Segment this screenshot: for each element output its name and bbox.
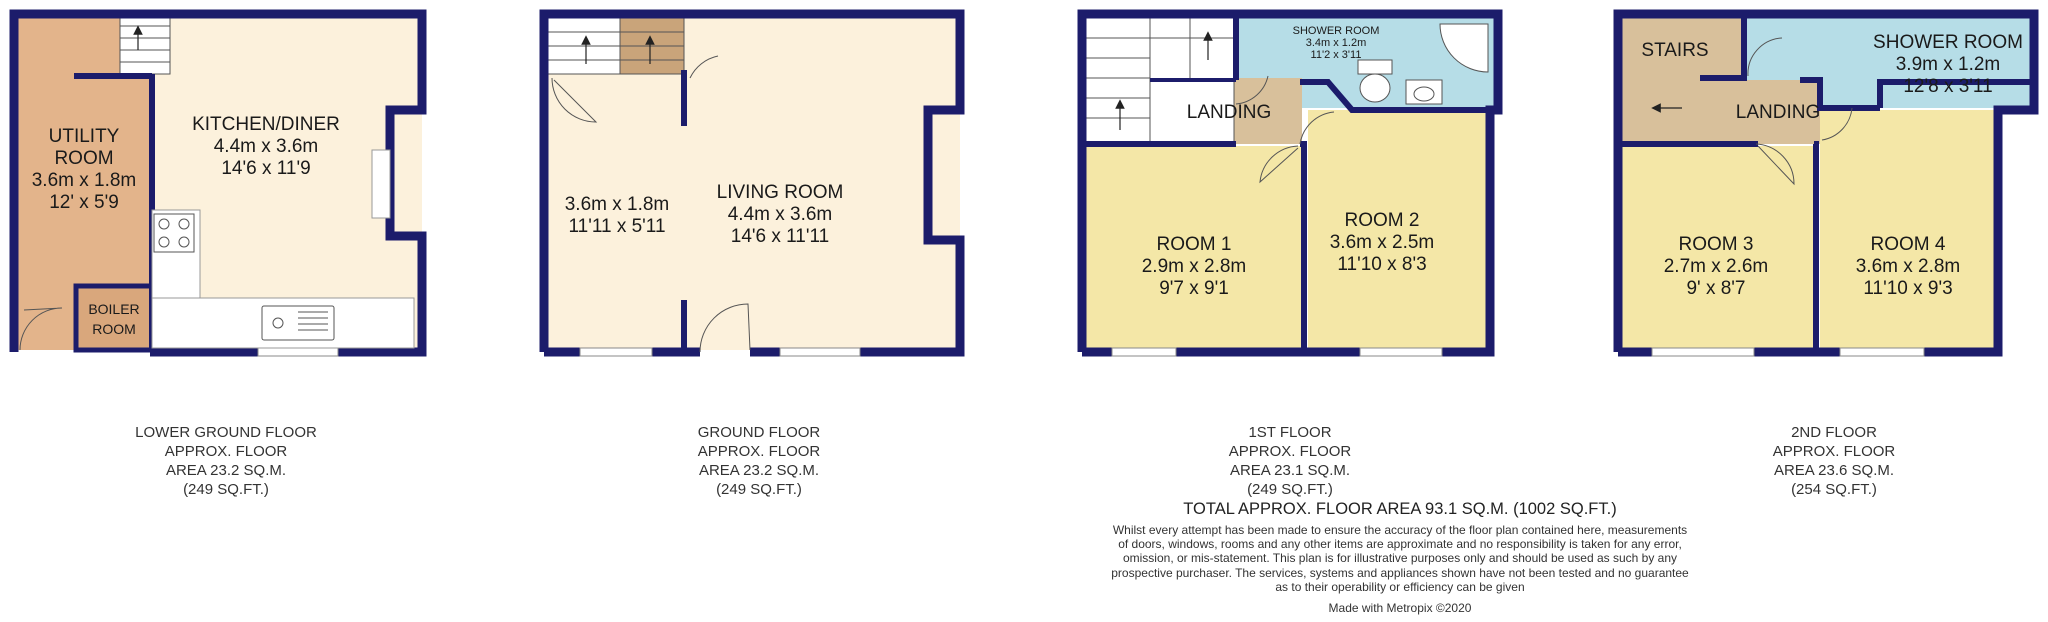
room-3-imperial: 9' x 8'7	[1686, 278, 1746, 299]
caption-line: APPROX. FLOOR	[1228, 443, 1352, 460]
window	[258, 348, 338, 356]
living-room-label: LIVING ROOM	[716, 182, 844, 203]
stairs-label: STAIRS	[1641, 40, 1709, 61]
living-room-imperial: 14'6 x 11'11	[730, 226, 830, 247]
shower-room-imperial: 12'8 x 3'11	[1903, 76, 1993, 97]
utility-room-metric: 3.6m x 1.8m	[31, 170, 137, 191]
landing-label: LANDING	[1186, 102, 1272, 123]
total-floor-area: TOTAL APPROX. FLOOR AREA 93.1 SQ.M. (1002 SQ.FT.)	[1183, 500, 1617, 518]
kitchen-label: KITCHEN/DINER	[192, 114, 340, 135]
caption-line: (249 SQ.FT.)	[1247, 481, 1333, 498]
window	[1112, 348, 1176, 356]
shower-room-imperial: 11'2 x 3'11	[1310, 49, 1362, 61]
chimney-breast	[372, 150, 390, 218]
ground-room-imperial: 11'11 x 5'11	[568, 216, 666, 237]
room-1-imperial: 9'7 x 9'1	[1159, 278, 1229, 299]
boiler-room-label-2: ROOM	[92, 321, 136, 337]
caption-line: AREA 23.1 SQ.M.	[1229, 462, 1351, 479]
room-2-imperial: 11'10 x 8'3	[1337, 254, 1427, 275]
shower-room-label: SHOWER ROOM	[1292, 25, 1380, 37]
shower-room-metric: 3.4m x 1.2m	[1305, 37, 1367, 49]
caption-line: LOWER GROUND FLOOR	[135, 424, 317, 441]
window	[580, 348, 652, 356]
room-2-metric: 3.6m x 2.5m	[1329, 232, 1435, 253]
utility-room-label: UTILITY	[48, 126, 120, 147]
floor-caption-ground	[609, 423, 909, 499]
second-floor-plan	[1618, 14, 2034, 356]
caption-line: (249 SQ.FT.)	[183, 481, 269, 498]
caption-line: APPROX. FLOOR	[164, 443, 288, 460]
floor-caption-lower-ground	[76, 423, 376, 499]
kitchen-imperial: 14'6 x 11'9	[221, 158, 311, 179]
floor-caption-second	[1684, 423, 1984, 499]
utility-room-label-2: ROOM	[54, 148, 114, 169]
stairs-lower	[120, 14, 170, 74]
utility-room-imperial: 12' x 5'9	[49, 192, 119, 213]
kitchen-metric: 4.4m x 3.6m	[213, 136, 319, 157]
disclaimer-line: omission, or mis-statement. This plan is for illustrative purposes only and should be used as such by any	[1122, 551, 1678, 566]
window	[780, 348, 860, 356]
room-3-metric: 2.7m x 2.6m	[1663, 256, 1769, 277]
caption-line: AREA 23.6 SQ.M.	[1773, 462, 1895, 479]
caption-line: (249 SQ.FT.)	[716, 481, 802, 498]
sink-icon	[262, 306, 334, 340]
toilet-icon	[1358, 60, 1392, 102]
boiler-room-label: BOILER	[88, 301, 140, 317]
caption-line: AREA 23.2 SQ.M.	[698, 462, 820, 479]
basin-icon	[1406, 80, 1442, 104]
disclaimer-line: Whilst every attempt has been made to ensure the accuracy of the floor plan contained here, measurements	[1112, 523, 1688, 537]
caption-line: 2ND FLOOR	[1791, 424, 1877, 441]
hob-icon	[154, 214, 194, 252]
caption-line: GROUND FLOOR	[697, 424, 821, 441]
disclaimer	[1050, 523, 1750, 594]
room-1-metric: 2.9m x 2.8m	[1141, 256, 1247, 277]
caption-line: APPROX. FLOOR	[697, 443, 821, 460]
room-4-label: ROOM 4	[1870, 234, 1946, 255]
landing-label: LANDING	[1735, 102, 1821, 123]
floor-caption-first	[1140, 423, 1440, 499]
window	[1840, 348, 1924, 356]
room-2-label: ROOM 2	[1344, 210, 1420, 231]
room-3-label: ROOM 3	[1678, 234, 1754, 255]
room-4-fill	[1820, 110, 1998, 350]
living-room-metric: 4.4m x 3.6m	[727, 204, 833, 225]
caption-line: APPROX. FLOOR	[1772, 443, 1896, 460]
ground-floor-plan	[544, 14, 960, 356]
room-4-imperial: 11'10 x 9'3	[1863, 278, 1953, 299]
room-4-metric: 3.6m x 2.8m	[1855, 256, 1961, 277]
disclaimer-line: as to their operability or efficiency can be given	[1275, 579, 1525, 594]
shower-room-metric: 3.9m x 1.2m	[1895, 54, 2001, 75]
disclaimer-line: of doors, windows, rooms and any other items are approximate and no responsibility is taken for any error,	[1118, 537, 1682, 552]
window	[1360, 348, 1442, 356]
disclaimer-line: prospective purchaser. The services, systems and appliances shown have not been tested and no guarantee	[1111, 565, 1689, 580]
room-1-label: ROOM 1	[1156, 234, 1232, 255]
window	[1652, 348, 1754, 356]
lower-ground-floor-plan	[14, 14, 422, 356]
caption-line: AREA 23.2 SQ.M.	[165, 462, 287, 479]
caption-line: 1ST FLOOR	[1248, 424, 1332, 441]
ground-room-metric: 3.6m x 1.8m	[564, 194, 670, 215]
boiler-room-fill	[78, 288, 150, 348]
metropix-credit: Made with Metropix ©2020	[1328, 601, 1472, 615]
caption-line: (254 SQ.FT.)	[1791, 481, 1877, 498]
first-floor-plan	[1082, 14, 1498, 356]
shower-room-label: SHOWER ROOM	[1873, 32, 2023, 53]
